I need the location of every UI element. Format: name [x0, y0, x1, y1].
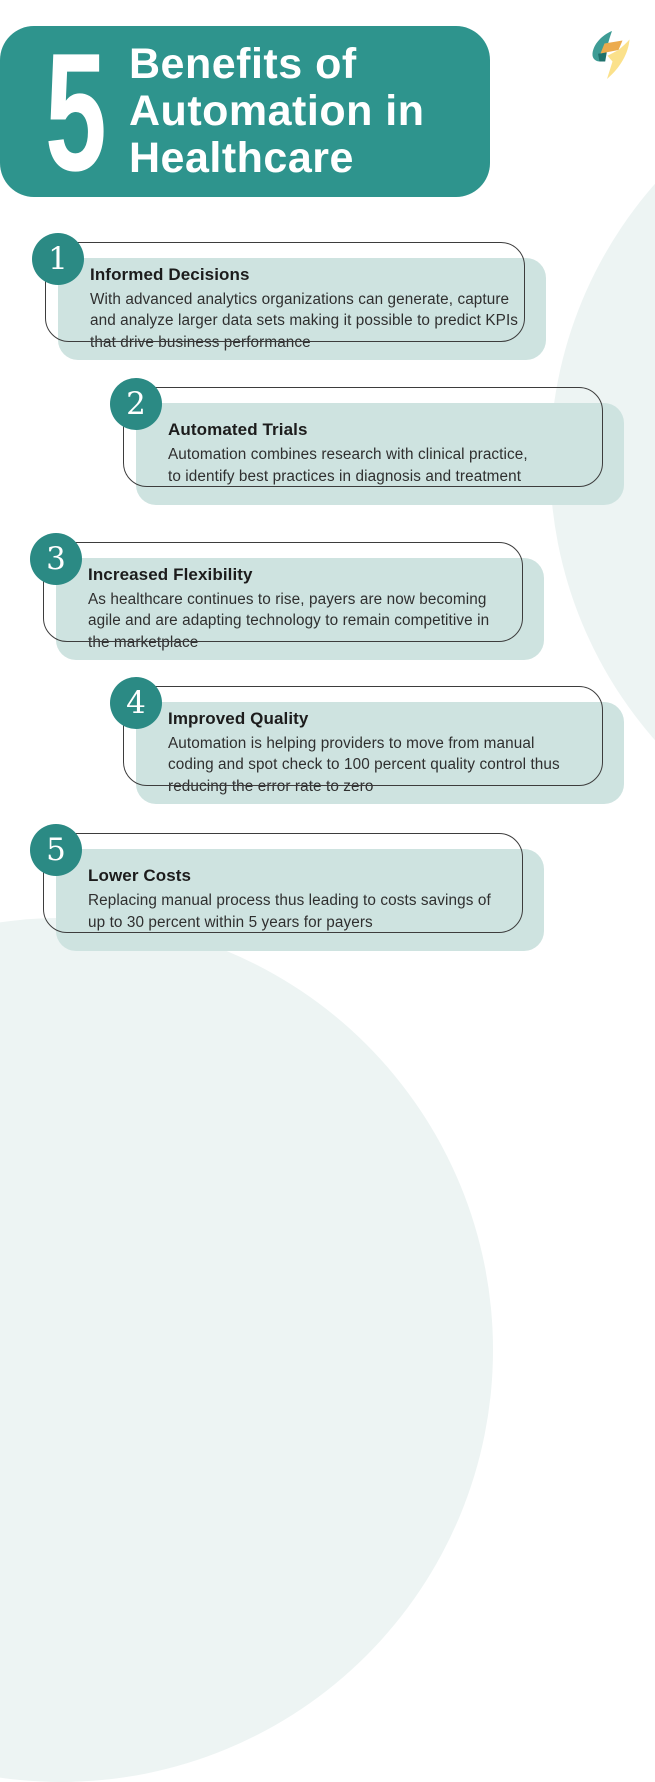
- card-body-line: reducing the error rate to zero: [168, 777, 374, 795]
- step-number: 1: [48, 240, 68, 277]
- background-blob-bottom: [0, 918, 493, 1782]
- card-body-line: that drive business performance: [90, 333, 311, 351]
- benefit-card-2: [123, 387, 603, 487]
- benefit-card-5: [43, 833, 523, 933]
- card-body-line: Automation combines research with clinical practice,: [168, 446, 528, 464]
- header-banner: [0, 17, 490, 206]
- card-fill: [56, 558, 544, 660]
- step-number: 3: [46, 540, 66, 577]
- step-number: 2: [126, 385, 146, 422]
- step-number-badge: [30, 824, 82, 876]
- card-fill: [136, 702, 624, 804]
- card-title: Informed Decisions: [90, 264, 250, 284]
- card-title: Improved Quality: [168, 708, 309, 728]
- card-body-line: As healthcare continues to rise, payers are now becoming: [88, 590, 487, 608]
- card-body-line: up to 30 percent within 5 years for payers: [88, 914, 373, 931]
- page-title-line-2: Automation in: [129, 87, 425, 135]
- card-body-line: to identify best practices in diagnosis and treatment: [168, 468, 522, 485]
- card-body-line: coding and spot check to 100 percent quality control thus: [168, 756, 560, 774]
- card-body-line: and analyze larger data sets making it possible to predict KPIs: [90, 312, 519, 330]
- step-number-badge: [110, 378, 162, 430]
- card-body-line: agile and are adapting technology to remain competitive in: [88, 612, 490, 630]
- card-fill: [136, 403, 624, 505]
- step-number-badge: [30, 533, 82, 585]
- step-number-badge: [110, 677, 162, 729]
- step-number: 5: [46, 831, 66, 868]
- benefit-card-3: [43, 540, 523, 651]
- card-body-line: Automation is helping providers to move from manual: [168, 734, 535, 752]
- card-title: Lower Costs: [88, 866, 192, 886]
- lightning-bolt-logo-icon: [588, 30, 633, 80]
- card-title: Automated Trials: [168, 420, 308, 440]
- benefit-card-4: [123, 684, 603, 795]
- card-body-line: Replacing manual process thus leading to costs savings of: [88, 892, 491, 910]
- card-body-line: With advanced analytics organizations can generate, capture: [90, 290, 510, 308]
- header-big-number: 5: [45, 17, 107, 206]
- step-number: 4: [126, 684, 146, 721]
- page-title-line-1: Benefits of: [129, 40, 357, 88]
- card-body-line: the marketplace: [88, 633, 199, 651]
- page-title: [129, 41, 425, 182]
- card-fill: [58, 258, 546, 360]
- card-title: Increased Flexibility: [88, 564, 253, 584]
- benefit-card-1: [45, 240, 525, 351]
- step-number-badge: [32, 233, 84, 285]
- page-title-line-3: Healthcare: [129, 134, 354, 182]
- card-fill: [56, 849, 544, 951]
